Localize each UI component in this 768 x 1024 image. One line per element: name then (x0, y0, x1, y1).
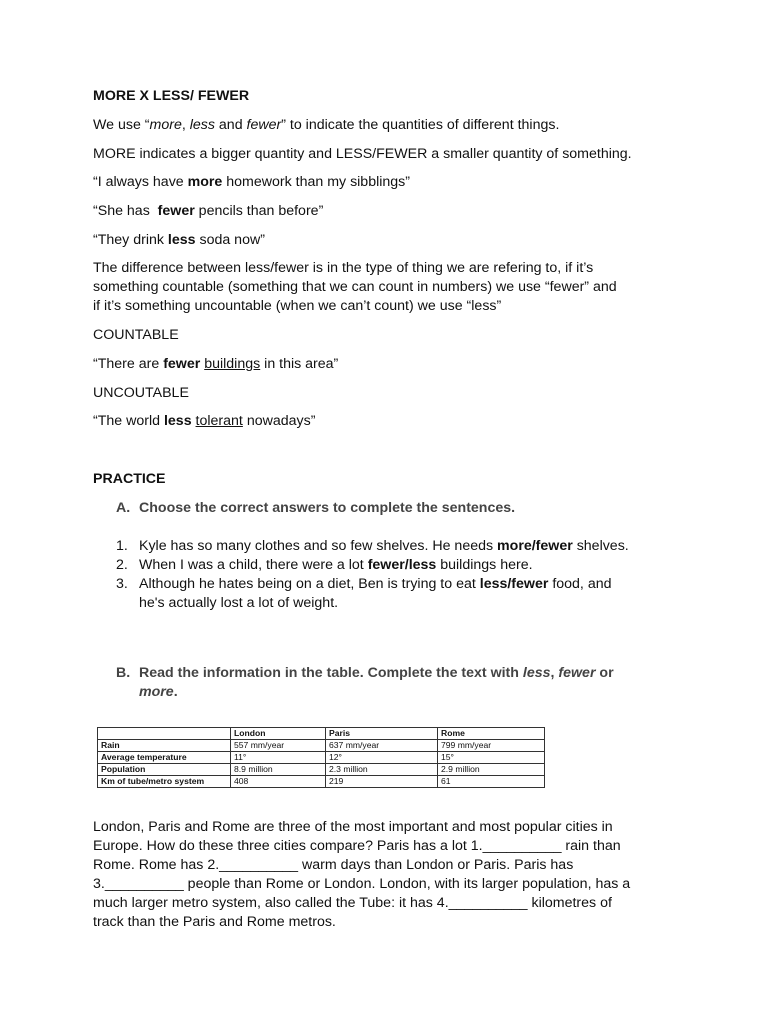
text-span: , (181, 117, 190, 133)
example-sentence-3 (93, 231, 265, 250)
text-span: “They drink (93, 232, 168, 248)
uncountable-label: UNCOUTABLE (93, 385, 189, 401)
table-cell: 2.3 million (326, 764, 438, 776)
countable-example (93, 355, 338, 374)
text-span: and (214, 117, 247, 133)
italic-fewer: fewer (558, 665, 596, 681)
bold-keyword: less (167, 232, 196, 248)
underlined-noun: buildings (204, 356, 261, 372)
table-header-cell: Rome (438, 728, 545, 740)
table-cell: 2.9 million (438, 764, 545, 776)
difference-line-3: if it’s something uncountable (when we can’t count) we use “less” (93, 298, 502, 314)
item-number: 1. (116, 538, 128, 554)
text-span: buildings here. (436, 557, 533, 573)
exercise-item-3 (139, 575, 612, 594)
exercise-item-3-continued: he's actually lost a lot of weight. (139, 595, 339, 611)
table-header-cell: Paris (326, 728, 438, 740)
answer-options: less/fewer (479, 576, 549, 592)
text-span: When I was a child, there were a lot (139, 557, 368, 573)
italic-more: more (149, 117, 182, 133)
text-span: in this area” (260, 356, 339, 372)
section-b-instruction-continued (139, 683, 178, 702)
table-cell: 557 mm/year (231, 740, 326, 752)
text-span: “The world (93, 413, 164, 429)
passage-line-3: Rome. Rome has 2.__________ warm days than London or Paris. Paris has (93, 857, 574, 873)
text-span: . (173, 684, 178, 700)
text-span: Read the information in the table. Complete the text with (139, 665, 523, 681)
text-span: “I always have (93, 174, 188, 190)
table-row (98, 764, 545, 776)
italic-more: more (139, 684, 174, 700)
exercise-item-2 (139, 556, 533, 575)
section-a-marker: A. (116, 500, 131, 516)
text-span: nowadays” (242, 413, 316, 429)
passage-line-5: much larger metro system, also called the Tube: it has 4.__________ kilometres of (93, 895, 612, 911)
table-cell: 8.9 million (231, 764, 326, 776)
text-span: Although he hates being on a diet, Ben is trying to eat (139, 576, 480, 592)
table-row (98, 740, 545, 752)
difference-line-1: The difference between less/fewer is in the type of thing we are refering to, if it’s (93, 260, 594, 276)
section-a-instruction: Choose the correct answers to complete the sentences. (139, 500, 516, 516)
table-cell: 61 (438, 776, 545, 788)
table-cell: 11° (231, 752, 326, 764)
bold-keyword: fewer (157, 203, 195, 219)
text-span: We use “ (93, 117, 150, 133)
table-cell: 408 (231, 776, 326, 788)
table-row-label: Rain (98, 740, 231, 752)
section-b-instruction (139, 664, 614, 683)
text-span: soda now” (195, 232, 265, 248)
table-row-label: Population (98, 764, 231, 776)
table-row-label: Average temperature (98, 752, 231, 764)
text-span: homework than my sibblings” (222, 174, 410, 190)
passage-line-4: 3.__________ people than Rome or London. London, with its larger population, has a (93, 876, 631, 892)
bold-keyword: fewer (163, 356, 201, 372)
passage-line-1: London, Paris and Rome are three of the most important and most popular cities in (93, 819, 613, 835)
countable-label: COUNTABLE (93, 327, 179, 343)
answer-options: more/fewer (497, 538, 573, 554)
table-cell: 637 mm/year (326, 740, 438, 752)
text-span: ” to indicate the quantities of different things. (281, 117, 560, 133)
text-span: Kyle has so many clothes and so few shelves. He needs (139, 538, 498, 554)
table-cell: 799 mm/year (438, 740, 545, 752)
bold-keyword: less (163, 413, 192, 429)
text-span: “There are (93, 356, 164, 372)
table-header-cell: London (231, 728, 326, 740)
table-row-label: Km of tube/metro system (98, 776, 231, 788)
section-b-marker: B. (116, 665, 131, 681)
item-number: 2. (116, 557, 128, 573)
city-comparison-table (97, 727, 545, 788)
intro-paragraph-2: MORE indicates a bigger quantity and LESS/FEWER a smaller quantity of something. (93, 146, 632, 162)
table-cell: 12° (326, 752, 438, 764)
item-number: 3. (116, 576, 128, 592)
practice-heading: PRACTICE (93, 471, 166, 487)
example-sentence-1 (93, 173, 410, 192)
intro-paragraph-1 (93, 116, 559, 135)
table-header-cell (98, 728, 231, 740)
difference-line-2: something countable (something that we can count in numbers) we use “fewer” and (93, 279, 617, 295)
text-span: or (595, 665, 614, 681)
bold-keyword: more (187, 174, 223, 190)
italic-fewer: fewer (246, 117, 282, 133)
table-header-row (98, 728, 545, 740)
text-span: shelves. (572, 538, 629, 554)
text-span: food, and (548, 576, 612, 592)
text-span: pencils than before” (194, 203, 324, 219)
text-span: “She has (93, 203, 158, 219)
underlined-word: tolerant (195, 413, 243, 429)
italic-less: less (189, 117, 215, 133)
table-cell: 15° (438, 752, 545, 764)
passage-line-2: Europe. How do these three cities compare? Paris has a lot 1.__________ rain than (93, 838, 621, 854)
page-title: MORE X LESS/ FEWER (93, 88, 250, 104)
passage-line-6: track than the Paris and Rome metros. (93, 914, 336, 930)
uncountable-example (93, 412, 315, 431)
example-sentence-2 (93, 202, 323, 221)
table-row (98, 752, 545, 764)
text-span: , (550, 665, 559, 681)
italic-less: less (522, 665, 551, 681)
table-cell: 219 (326, 776, 438, 788)
exercise-item-1 (139, 537, 629, 556)
answer-options: fewer/less (367, 557, 437, 573)
table-row (98, 776, 545, 788)
